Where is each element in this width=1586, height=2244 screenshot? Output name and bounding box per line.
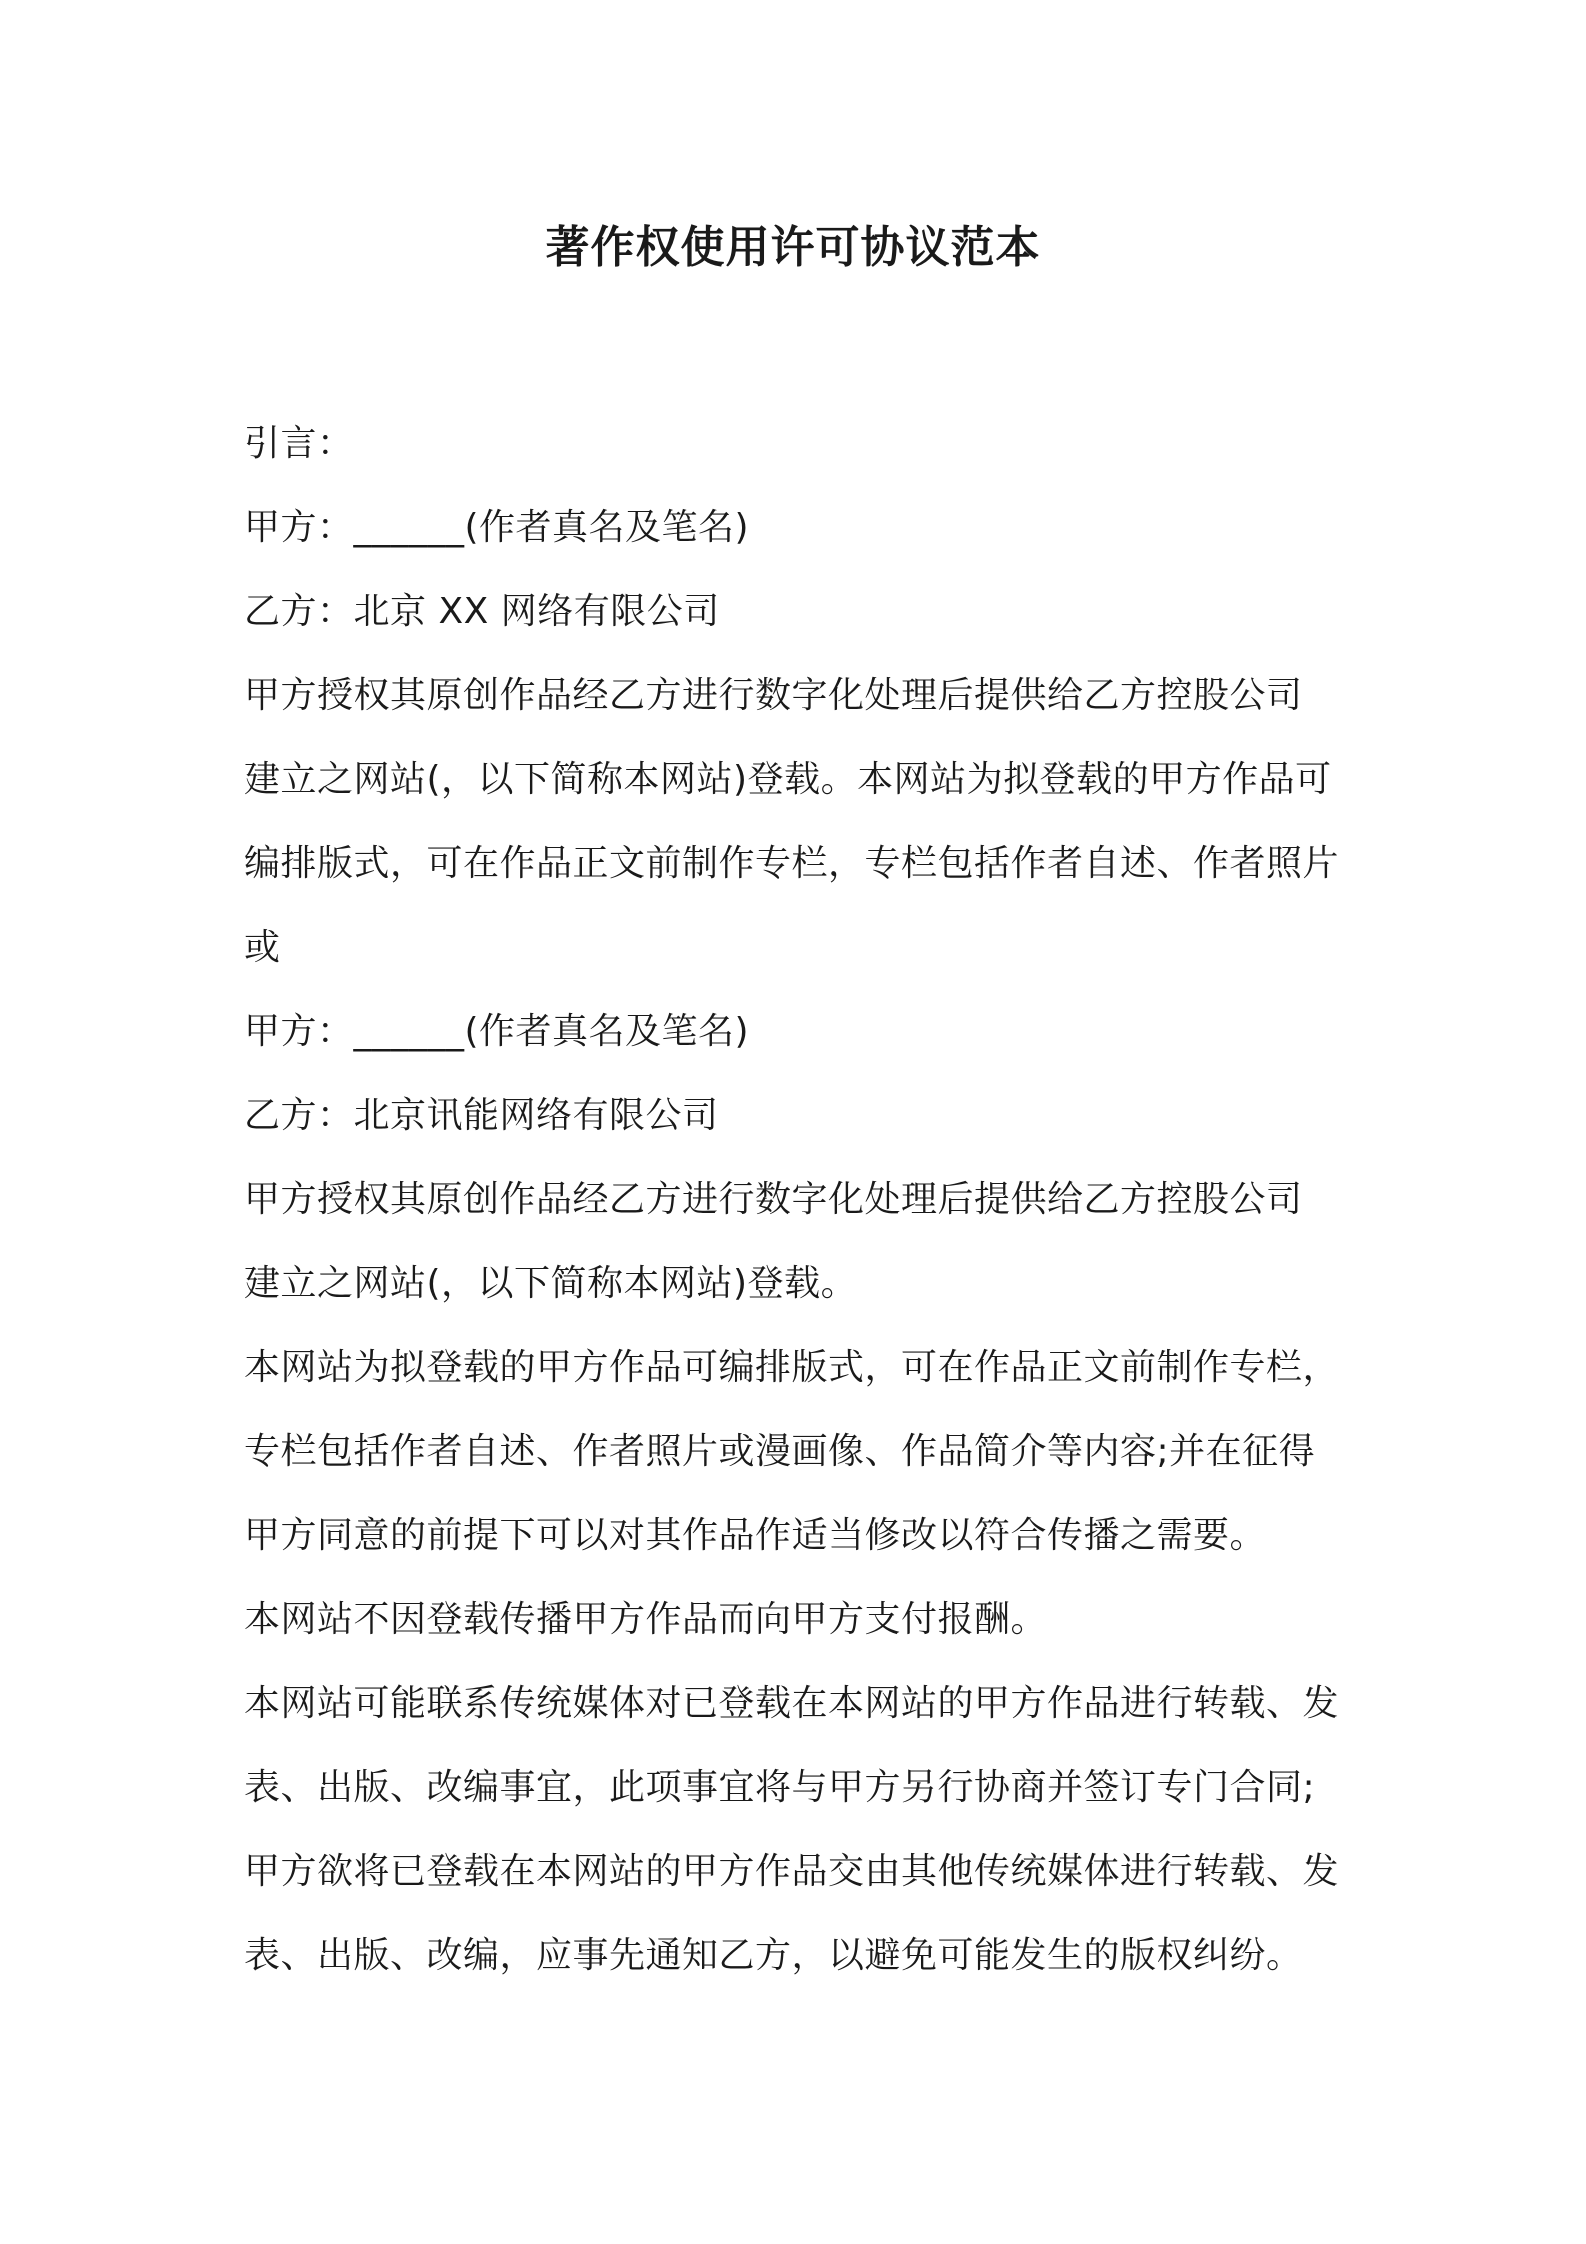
- text-line: 建立之网站(，以下简称本网站)登载。: [244, 1263, 858, 1304]
- text-line: 表、出版、改编，应事先通知乙方，以避免可能发生的版权纠纷。: [244, 1935, 1303, 1976]
- text-line: 专栏包括作者自述、作者照片或漫画像、作品简介等内容;并在征得: [244, 1431, 1316, 1472]
- text-line: 甲方：______(作者真名及笔名): [244, 507, 750, 548]
- document-title: 著作权使用许可协议范本: [545, 222, 1041, 273]
- text-line: 乙方：北京 XX 网络有限公司: [244, 591, 720, 632]
- text-line: 或: [244, 927, 281, 968]
- document-body: [244, 402, 1364, 1998]
- text-line: 甲方同意的前提下可以对其作品作适当修改以符合传播之需要。: [244, 1515, 1267, 1556]
- text-line: 甲方：______(作者真名及笔名): [244, 1011, 750, 1052]
- text-line: 编排版式，可在作品正文前制作专栏，专栏包括作者自述、作者照片: [244, 843, 1340, 884]
- text-line: 甲方授权其原创作品经乙方进行数字化处理后提供给乙方控股公司: [244, 1179, 1303, 1220]
- text-line: 引言：: [244, 423, 354, 464]
- text-line: 本网站不因登载传播甲方作品而向甲方支付报酬。: [244, 1599, 1048, 1640]
- text-line: 表、出版、改编事宜，此项事宜将与甲方另行协商并签订专门合同;: [244, 1767, 1316, 1808]
- text-line: 本网站可能联系传统媒体对已登载在本网站的甲方作品进行转载、发: [244, 1683, 1340, 1724]
- text-line: 甲方授权其原创作品经乙方进行数字化处理后提供给乙方控股公司: [244, 675, 1303, 716]
- text-line: 乙方：北京讯能网络有限公司: [244, 1095, 719, 1136]
- text-line: 本网站为拟登载的甲方作品可编排版式，可在作品正文前制作专栏，: [244, 1347, 1340, 1388]
- text-line: 建立之网站(，以下简称本网站)登载。本网站为拟登载的甲方作品可: [244, 759, 1332, 800]
- text-line: 甲方欲将已登载在本网站的甲方作品交由其他传统媒体进行转载、发: [244, 1851, 1340, 1892]
